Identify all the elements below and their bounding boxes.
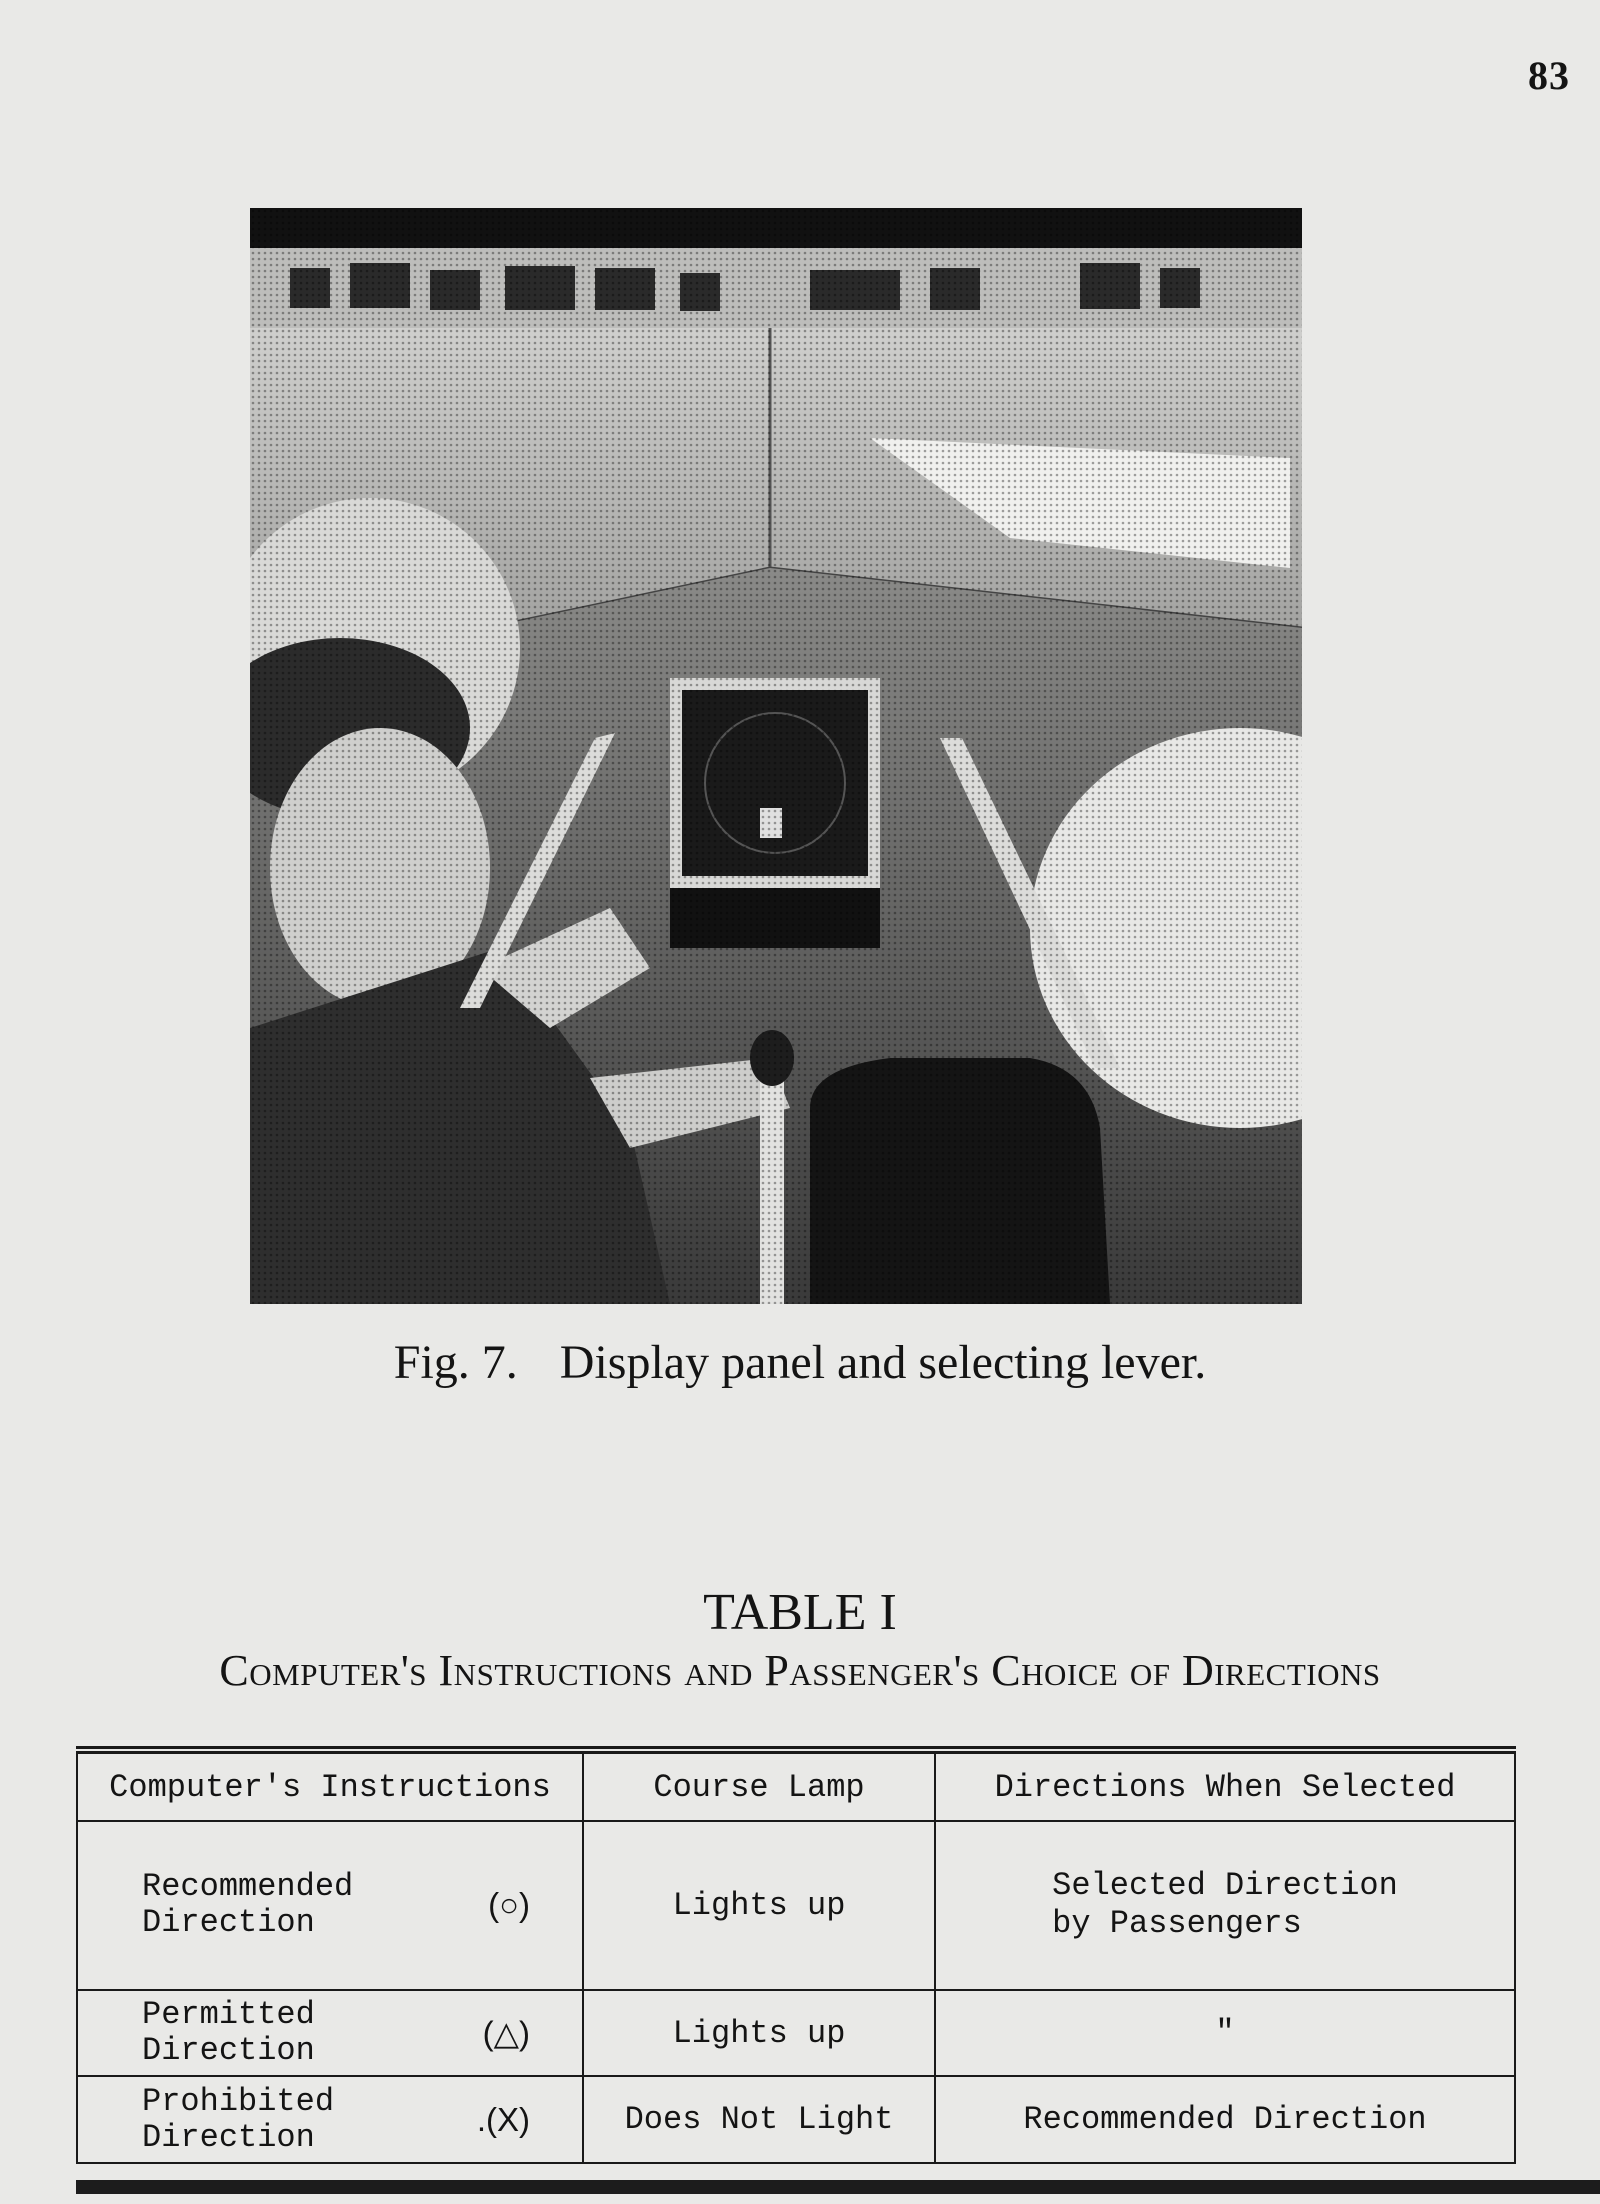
- instruction-symbol: (○): [488, 1886, 530, 1924]
- figure-caption-text: Display panel and selecting lever.: [559, 1336, 1207, 1389]
- direction-text: Selected Direction by Passengers: [1052, 1867, 1398, 1943]
- table-row: [77, 1821, 1515, 1990]
- instruction-label: Prohibited Direction: [142, 2082, 335, 2156]
- direction-text: Recommended Direction: [1023, 2100, 1427, 2138]
- direction-cell: [935, 2076, 1515, 2163]
- instruction-label: Permitted Direction: [142, 1996, 315, 2070]
- table-row: [77, 1990, 1515, 2077]
- instruction-cell: [77, 1990, 583, 2077]
- column-header-course-lamp: Course Lamp: [583, 1750, 935, 1821]
- page-number: 83: [1528, 53, 1570, 98]
- course-lamp-cell: Lights up: [583, 1990, 935, 2077]
- column-header-directions: Directions When Selected: [935, 1750, 1515, 1821]
- table-header-row: [77, 1750, 1515, 1821]
- direction-cell: [935, 1990, 1515, 2077]
- table-row: [77, 2076, 1515, 2163]
- direction-cell: [935, 1821, 1515, 1990]
- instruction-cell: [77, 1821, 583, 1990]
- figure-caption: [0, 1335, 1600, 1390]
- bottom-border: [76, 2180, 1600, 2194]
- table-title: TABLE I: [703, 1584, 897, 1641]
- directions-table: [76, 1746, 1516, 2164]
- column-header-instructions: Computer's Instructions: [77, 1750, 583, 1821]
- instruction-label: Recommended Direction: [142, 1868, 354, 1942]
- figure-photo: [250, 208, 1302, 1304]
- instruction-symbol: (△): [482, 2014, 530, 2052]
- halftone-photo: [250, 208, 1302, 1304]
- direction-text: ": [1215, 2014, 1235, 2052]
- course-lamp-cell: Does Not Light: [583, 2076, 935, 2163]
- figure-label: Fig. 7.: [393, 1336, 518, 1389]
- instruction-symbol: .(X): [476, 2100, 530, 2138]
- table-subtitle: Computer's Instructions and Passenger's Choice of Directions: [219, 1646, 1381, 1695]
- instruction-cell: [77, 2076, 583, 2163]
- course-lamp-cell: Lights up: [583, 1821, 935, 1990]
